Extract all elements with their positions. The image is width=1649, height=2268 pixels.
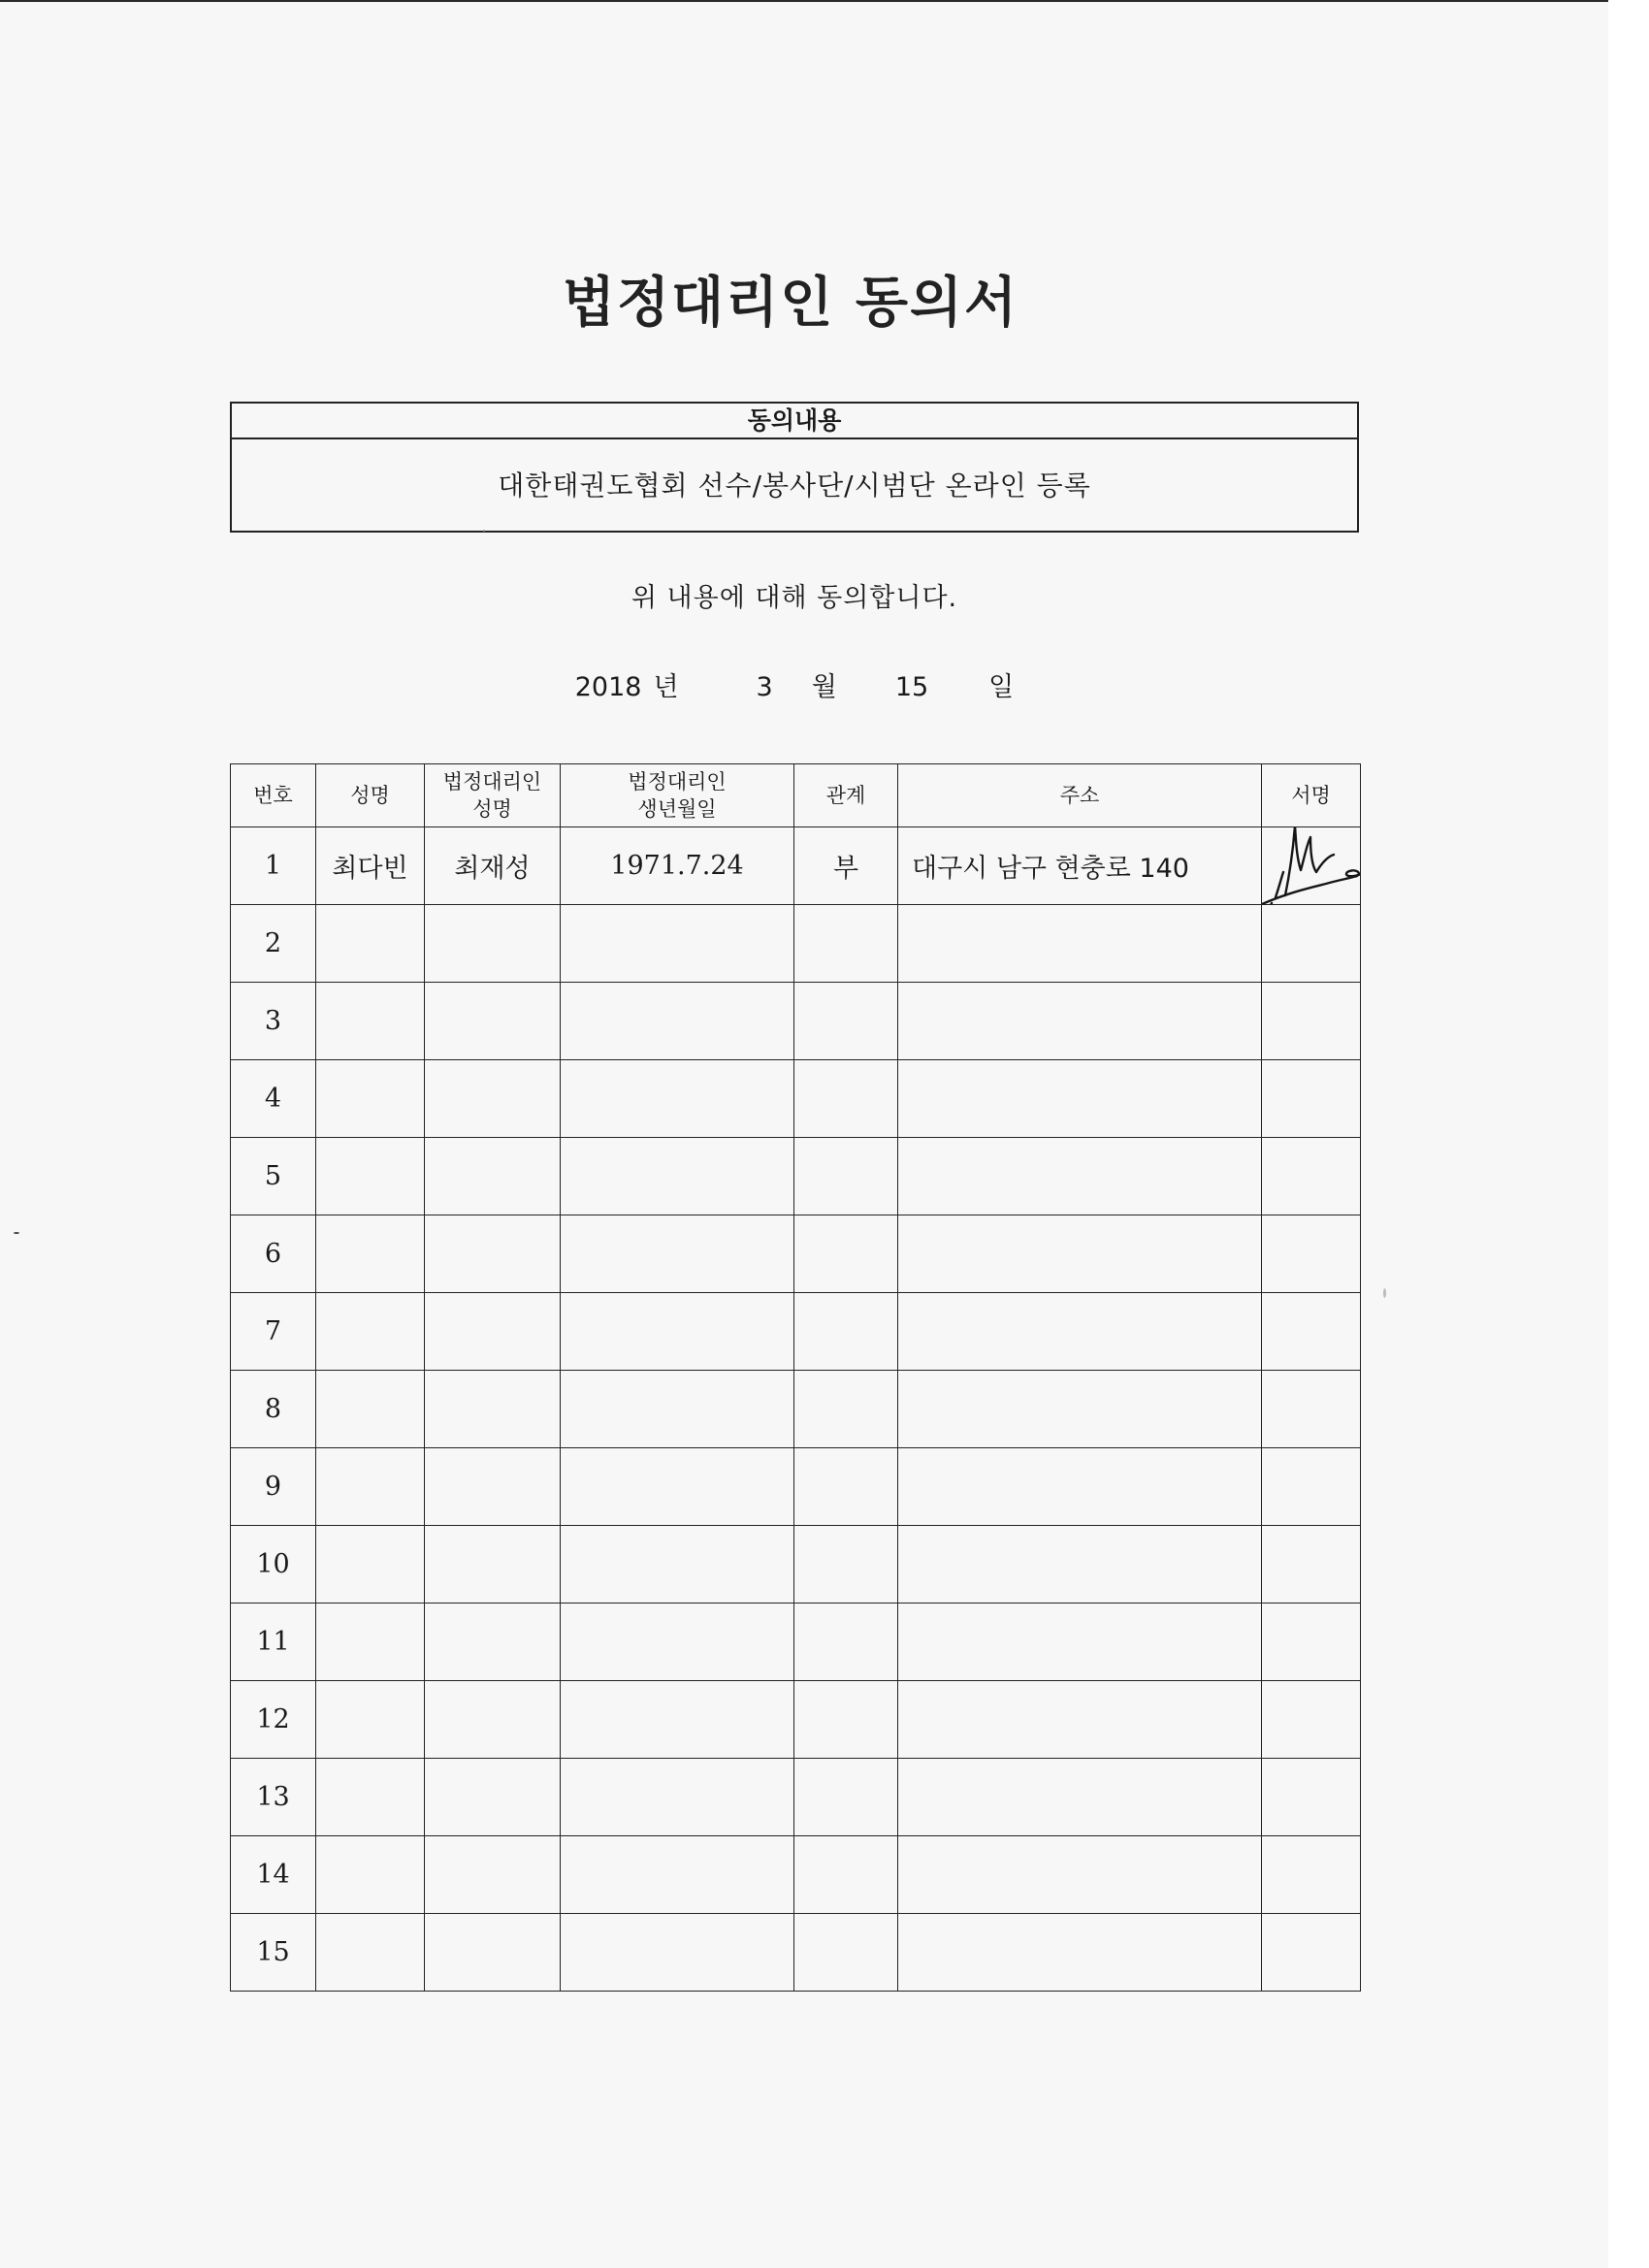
cell-signature — [1262, 1759, 1361, 1836]
cell-number: 10 — [231, 1526, 316, 1604]
cell-guardian-name — [425, 1604, 561, 1681]
cell-guardian-name — [425, 983, 561, 1060]
cell-number: 15 — [231, 1914, 316, 1992]
date-month-unit: 월 — [811, 672, 837, 702]
cell-address — [898, 1836, 1262, 1914]
cell-relation — [794, 1293, 898, 1371]
scan-top-edge — [0, 0, 1608, 2]
table-row — [231, 1371, 1361, 1448]
cell-guardian-birth — [561, 905, 794, 983]
cell-name — [316, 983, 425, 1060]
cell-number: 9 — [231, 1448, 316, 1526]
date-line — [0, 665, 1589, 703]
cell-address — [898, 905, 1262, 983]
header-address: 주소 — [898, 764, 1262, 827]
cell-address — [898, 1914, 1262, 1992]
cell-name: 최다빈 — [316, 827, 425, 905]
header-signature: 서명 — [1262, 764, 1361, 827]
signature-stroke — [1285, 827, 1334, 896]
header-relation: 관계 — [794, 764, 898, 827]
cell-relation — [794, 1526, 898, 1604]
consent-content: 대한태권도협회 선수/봉사단/시범단 온라인 등록 — [498, 470, 1091, 502]
cell-relation — [794, 1448, 898, 1526]
header-guardian-birth-line1: 법정대리인 — [628, 769, 727, 794]
cell-signature — [1262, 983, 1361, 1060]
date-month: 3 — [756, 672, 773, 702]
scan-speck — [14, 1232, 19, 1234]
table-row — [231, 1293, 1361, 1371]
cell-number: 1 — [231, 827, 316, 905]
cell-guardian-name — [425, 1371, 561, 1448]
cell-name — [316, 1448, 425, 1526]
cell-signature — [1262, 827, 1361, 905]
cell-guardian-name — [425, 1448, 561, 1526]
cell-guardian-birth — [561, 1215, 794, 1293]
table-row — [231, 983, 1361, 1060]
cell-signature — [1262, 1138, 1361, 1215]
header-guardian-birth — [561, 764, 794, 827]
cell-guardian-name — [425, 1914, 561, 1992]
table-row — [231, 1836, 1361, 1914]
cell-guardian-name — [425, 1759, 561, 1836]
cell-signature — [1262, 1448, 1361, 1526]
cell-signature — [1262, 1914, 1361, 1992]
table-row — [231, 905, 1361, 983]
table-body — [231, 827, 1361, 1992]
cell-number: 13 — [231, 1759, 316, 1836]
cell-address — [898, 1604, 1262, 1681]
date-day: 15 — [894, 672, 929, 702]
cell-relation — [794, 1371, 898, 1448]
cell-number: 2 — [231, 905, 316, 983]
cell-number: 4 — [231, 1060, 316, 1138]
cell-guardian-birth — [561, 1836, 794, 1914]
header-guardian-birth-line2: 생년월일 — [637, 797, 717, 821]
cell-guardian-birth: 1971.7.24 — [561, 827, 794, 905]
cell-guardian-name — [425, 1836, 561, 1914]
signature-image — [1262, 827, 1361, 905]
cell-guardian-birth — [561, 1448, 794, 1526]
cell-signature — [1262, 1371, 1361, 1448]
consent-heading: 동의내용 — [232, 404, 1357, 439]
cell-name — [316, 1371, 425, 1448]
cell-address — [898, 1215, 1262, 1293]
cell-guardian-name — [425, 1215, 561, 1293]
cell-relation — [794, 1914, 898, 1992]
header-guardian-name — [425, 764, 561, 827]
cell-name — [316, 1138, 425, 1215]
cell-guardian-name — [425, 1138, 561, 1215]
cell-number: 11 — [231, 1604, 316, 1681]
document-title: 법정대리인 동의서 — [562, 272, 1019, 335]
header-guardian-name-line2: 성명 — [472, 797, 512, 821]
cell-name — [316, 1914, 425, 1992]
cell-guardian-birth — [561, 983, 794, 1060]
cell-guardian-birth — [561, 1759, 794, 1836]
cell-guardian-birth — [561, 1060, 794, 1138]
cell-guardian-birth — [561, 1681, 794, 1759]
cell-relation — [794, 1604, 898, 1681]
cell-address — [898, 983, 1262, 1060]
cell-relation — [794, 1681, 898, 1759]
cell-signature — [1262, 1215, 1361, 1293]
cell-address — [898, 1448, 1262, 1526]
cell-address — [898, 1371, 1262, 1448]
cell-signature — [1262, 1060, 1361, 1138]
guardian-table — [230, 763, 1361, 1992]
date-day-unit: 일 — [988, 672, 1015, 702]
table-row — [231, 1604, 1361, 1681]
cell-relation — [794, 1759, 898, 1836]
table-row — [231, 1526, 1361, 1604]
cell-guardian-name — [425, 1526, 561, 1604]
cell-number: 8 — [231, 1371, 316, 1448]
cell-name — [316, 1215, 425, 1293]
table-row — [231, 1060, 1361, 1138]
cell-relation — [794, 1060, 898, 1138]
date-year: 2018 — [574, 672, 642, 702]
cell-relation: 부 — [794, 827, 898, 905]
agreement-statement: 위 내용에 대해 동의합니다. — [630, 583, 958, 613]
cell-guardian-birth — [561, 1604, 794, 1681]
signature-stroke — [1276, 872, 1283, 897]
table-header-row — [231, 764, 1361, 827]
cell-relation — [794, 905, 898, 983]
table-row — [231, 1759, 1361, 1836]
header-guardian-name-line1: 법정대리인 — [442, 769, 542, 794]
date-year-unit: 년 — [653, 672, 679, 702]
cell-name — [316, 1526, 425, 1604]
scan-speck — [1383, 1288, 1386, 1298]
header-number: 번호 — [231, 764, 316, 827]
table-row — [231, 1215, 1361, 1293]
cell-address — [898, 1060, 1262, 1138]
table-row — [231, 1448, 1361, 1526]
cell-number: 5 — [231, 1138, 316, 1215]
cell-name — [316, 1681, 425, 1759]
cell-guardian-name: 최재성 — [425, 827, 561, 905]
cell-guardian-name — [425, 1293, 561, 1371]
table-row — [231, 1138, 1361, 1215]
cell-signature — [1262, 1526, 1361, 1604]
cell-address: 대구시 남구 현충로 140 — [898, 827, 1262, 905]
cell-guardian-birth — [561, 1526, 794, 1604]
cell-address — [898, 1526, 1262, 1604]
cell-number: 14 — [231, 1836, 316, 1914]
cell-name — [316, 1060, 425, 1138]
table-row — [231, 827, 1361, 905]
cell-relation — [794, 1138, 898, 1215]
cell-address — [898, 1138, 1262, 1215]
consent-section — [230, 402, 1359, 533]
cell-relation — [794, 1836, 898, 1914]
cell-name — [316, 1604, 425, 1681]
table-row — [231, 1914, 1361, 1992]
cell-signature — [1262, 1293, 1361, 1371]
cell-number: 7 — [231, 1293, 316, 1371]
cell-relation — [794, 983, 898, 1060]
cell-name — [316, 1836, 425, 1914]
cell-signature — [1262, 905, 1361, 983]
cell-signature — [1262, 1836, 1361, 1914]
cell-address — [898, 1681, 1262, 1759]
cell-name — [316, 905, 425, 983]
scan-right-margin — [1608, 0, 1649, 2268]
cell-guardian-birth — [561, 1914, 794, 1992]
cell-name — [316, 1293, 425, 1371]
cell-guardian-birth — [561, 1371, 794, 1448]
cell-number: 12 — [231, 1681, 316, 1759]
cell-signature — [1262, 1604, 1361, 1681]
cell-number: 3 — [231, 983, 316, 1060]
cell-address — [898, 1293, 1262, 1371]
cell-number: 6 — [231, 1215, 316, 1293]
cell-address — [898, 1759, 1262, 1836]
cell-guardian-birth — [561, 1138, 794, 1215]
cell-guardian-name — [425, 905, 561, 983]
cell-guardian-name — [425, 1060, 561, 1138]
cell-guardian-birth — [561, 1293, 794, 1371]
cell-relation — [794, 1215, 898, 1293]
cell-guardian-name — [425, 1681, 561, 1759]
header-name: 성명 — [316, 764, 425, 827]
scan-speck — [483, 530, 485, 532]
cell-signature — [1262, 1681, 1361, 1759]
cell-name — [316, 1759, 425, 1836]
table-row — [231, 1681, 1361, 1759]
